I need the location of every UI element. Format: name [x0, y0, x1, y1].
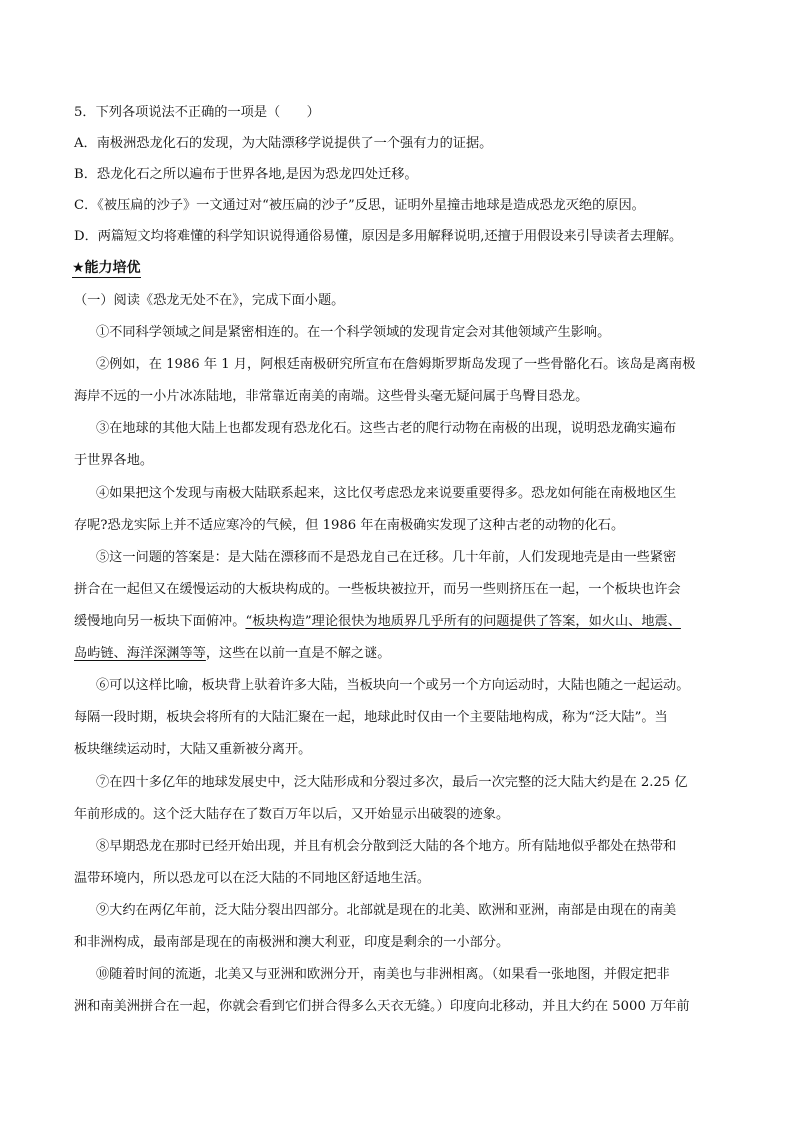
paragraph-3-line-2: 于世界各地。: [74, 453, 154, 468]
section-subtitle: （一）阅读《恐龙无处不在》，完成下面小题。: [74, 293, 345, 308]
question-stem: 5．下列各项说法不正确的一项是（ ）: [74, 105, 320, 120]
paragraph-1-line-1: ①不同科学领域之间是紧密相连的。在一个科学领域的发现肯定会对其他领域产生影响。: [96, 325, 611, 340]
paragraph-5-line-3-text: 缓慢地向另一板块下面俯冲。: [74, 614, 246, 629]
paragraph-2-line-2: 海岸不远的一小片冰冻陆地，非常靠近南美的南端。这些骨头毫无疑问属于鸟臀目恐龙。: [74, 389, 589, 404]
underlined-sentence-part-2: 岛屿链、海洋深渊等等: [74, 646, 206, 661]
paragraph-8-line-1: ⑧早期恐龙在那时已经开始出现，并且有机会分散到泛大陆的各个地方。所有陆地似乎都处在热带和: [96, 839, 677, 854]
option-b: B．恐龙化石之所以遍布于世界各地,是因为恐龙四处迁移。: [74, 167, 418, 182]
paragraph-3-line-1: ③在地球的其他大陆上也都发现有恐龙化石。这些古老的爬行动物在南极的出现，说明恐龙确实遍布: [96, 421, 677, 436]
option-a: A．南极洲恐龙化石的发现，为大陆漂移学说提供了一个强有力的证据。: [74, 136, 493, 151]
paragraph-10-line-2: 洲和南美洲拼合在一起，你就会看到它们拼合得多么天衣无缝。）印度向北移动，并且大约在 5000 万年前: [74, 999, 690, 1014]
paragraph-5-tail: ，这些在以前一直是不解之谜。: [205, 646, 391, 661]
option-d: D．两篇短文均将难懂的科学知识说得通俗易懂，原因是多用解释说明,还擅于用假设来引导读者去理解。: [74, 229, 683, 244]
paragraph-8-line-2: 温带环境内，所以恐龙可以在泛大陆的不同地区舒适地生活。: [74, 871, 431, 886]
paragraph-7-line-2: 年前形成的。这个泛大陆存在了数百万年以后，又开始显示出破裂的迹象。: [74, 807, 510, 822]
option-c: C．《被压扁的沙子》一文通过对“被压扁的沙子”反思，证明外星撞击地球是造成恐龙灭绝的原因。: [74, 198, 645, 213]
paragraph-5-line-4: [74, 644, 391, 664]
paragraph-10-line-1: ⑩随着时间的流逝，北美又与亚洲和欧洲分开，南美也与非洲相离。（如果看一张地图，并假定把非: [96, 967, 670, 982]
section-title: ★能力培优: [72, 260, 141, 276]
paragraph-5-line-3: [74, 612, 681, 632]
paragraph-9-line-1: ⑨大约在两亿年前，泛大陆分裂出四部分。北部就是现在的北美、欧洲和亚洲，南部是由现在的南美: [96, 903, 677, 918]
paragraph-7-line-1: ⑦在四十多亿年的地球发展史中，泛大陆形成和分裂过多次，最后一次完整的泛大陆大约是在 2.25 亿: [96, 775, 688, 790]
paragraph-6-line-1: ⑥可以这样比喻，板块背上驮着许多大陆，当板块向一个或另一个方向运动时，大陆也随之一起运动。: [96, 678, 690, 693]
paragraph-4-line-2: 存呢?恐龙实际上并不适应寒冷的气候，但 1986 年在南极确实发现了这种古老的动物的化石。: [74, 518, 625, 533]
paragraph-2-line-1: ②例如，在 1986 年 1 月，阿根廷南极研究所宣布在詹姆斯罗斯岛发现了一些骨骼化石。该岛是离南极: [96, 357, 696, 372]
paragraph-5-line-2: 拼合在一起但又在缓慢运动的大板块构成的。一些板块被拉开，而另一些则挤压在一起，一个板块也许会: [74, 582, 681, 597]
underlined-sentence-part-1: “板块构造”理论很快为地质界几乎所有的问题提供了答案，如火山、地震、: [245, 614, 681, 629]
paragraph-6-line-3: 板块继续运动时，大陆又重新被分离开。: [74, 742, 312, 757]
paragraph-6-line-2: 每隔一段时期，板块会将所有的大陆汇聚在一起，地球此时仅由一个主要陆地构成，称为“泛大陆”。当: [74, 710, 668, 725]
paragraph-9-line-2: 和非洲构成，最南部是现在的南极洲和澳大利亚，印度是剩余的一小部分。: [74, 935, 510, 950]
paragraph-5-line-1: ⑤这一问题的答案是：是大陆在漂移而不是恐龙自己在迁移。几十年前，人们发现地壳是由一些紧密: [96, 550, 677, 565]
paragraph-4-line-1: ④如果把这个发现与南极大陆联系起来，这比仅考虑恐龙来说要重要得多。恐龙如何能在南极地区生: [96, 486, 677, 501]
